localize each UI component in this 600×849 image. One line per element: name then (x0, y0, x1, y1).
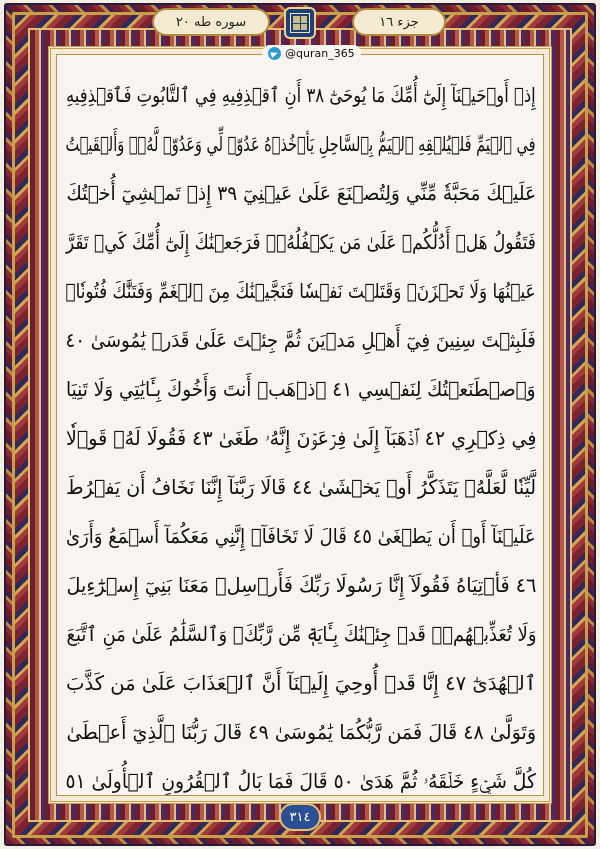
ayah-lines (66, 70, 536, 805)
telegram-icon (268, 47, 281, 60)
ayah-line: ٤٦ فَأۡتِيَاهُ فَقُولَآ إِنَّا رَسُولَا رَبِّكَ فَأَرۡسِلۡ مَعَنَا بَنِيٓ إِسۡرَٰٓءِيلَ (66, 572, 536, 597)
page-header (0, 0, 600, 60)
ayah-line: عَلَيۡكَ مَحَبَّةٗ مِّنِّي وَلِتُصۡنَعَ عَلَىٰ عَيۡنِيٓ ٣٩ إِذۡ تَمۡشِيٓ أُخۡتُكَ (66, 180, 536, 205)
ayah-line: فِي ذِكۡرِي ٤٢ ٱذۡهَبَآ إِلَىٰ فِرۡعَوۡنَ إِنَّهُۥ طَغَىٰ ٤٣ فَقُولَا لَهُۥ قَوۡلٗا (65, 425, 537, 450)
ayah-line: فَتَقُولُ هَلۡ أَدُلُّكُمۡ عَلَىٰ مَن يَكۡفُلُهُۥۖ فَرَجَعۡنَٰكَ إِلَىٰٓ أُمِّكَ كَيۡ تَقَرَّ (66, 229, 536, 254)
quran-app-logo-icon[interactable] (284, 7, 316, 39)
ayah-line: وَلَا تُعَذِّبۡهُمۡۖ قَدۡ جِئۡنَٰكَ بِـَٔايَةٖ مِّن رَّبِّكَۖ وَٱلسَّلَٰمُ عَلَىٰ مَنِ ٱتَّبَعَ (66, 621, 536, 646)
ayah-line: كُلَّ شَيۡءٍ خَلۡقَهُۥ ثُمَّ هَدَىٰ ٥٠ قَالَ فَمَا بَالُ ٱلۡقُرُونِ ٱلۡأُولَىٰ ٥١ (65, 768, 537, 793)
ayah-line: فِي ٱلۡيَمِّ فَلۡيُلۡقِهِ ٱلۡيَمُّ بِٱلسَّاحِلِ يَأۡخُذۡهُ عَدُوّٞ لِّي وَعَدُوّٞ لَّهُۥۚ وَأَلۡقَيۡتُ (65, 131, 536, 156)
surah-label: سوره طه ٢٠ (175, 14, 247, 30)
channel-handle[interactable] (262, 45, 361, 61)
ayah-line: وَتَوَلَّىٰ ٤٨ قَالَ فَمَن رَّبُّكُمَا يَٰمُوسَىٰ ٤٩ قَالَ رَبُّنَا ٱلَّذِيٓ أَعۡطَىٰ (66, 719, 536, 744)
page-number (279, 803, 321, 831)
ayah-line: عَيۡنُهَا وَلَا تَحۡزَنَۚ وَقَتَلۡتَ نَفۡسٗا فَنَجَّيۡنَٰكَ مِنَ ٱلۡغَمِّ وَفَتَنَّٰكَ فُتُونٗاۚ (65, 278, 537, 303)
juz-label: جزء ١٦ (379, 14, 419, 30)
ayah-line: ٱلۡهُدَىٰٓ ٤٧ إِنَّا قَدۡ أُوحِيَ إِلَيۡنَآ أَنَّ ٱلۡعَذَابَ عَلَىٰ مَن كَذَّبَ (65, 670, 537, 695)
ayah-line: إِذۡ أَوۡحَيۡنَآ إِلَىٰٓ أُمِّكَ مَا يُوحَىٰٓ ٣٨ أَنِ ٱقۡذِفِيهِ فِي ٱلتَّابُوتِ فَٱقۡذِفِيهِ (66, 82, 536, 107)
ayah-line: عَلَيۡنَآ أَوۡ أَن يَطۡغَىٰ ٤٥ قَالَ لَا تَخَافَآۖ إِنَّنِي مَعَكُمَآ أَسۡمَعُ وَأَرَىٰ (66, 523, 536, 548)
surah-cartouche (152, 8, 270, 36)
ayah-line: فَلَبِثۡتَ سِنِينَ فِيٓ أَهۡلِ مَدۡيَنَ ثُمَّ جِئۡتَ عَلَىٰ قَدَرٖ يَٰمُوسَىٰ ٤٠ (65, 327, 537, 352)
page-number-text: ٣١٤ (289, 809, 311, 825)
channel-handle-text: @quran_365 (285, 46, 355, 60)
juz-cartouche (352, 8, 446, 36)
ayah-line: لَّيِّنٗا لَّعَلَّهُۥ يَتَذَكَّرُ أَوۡ يَخۡشَىٰ ٤٤ قَالَا رَبَّنَآ إِنَّنَا نَخَافُ أَن يَفۡرُطَ (65, 474, 537, 499)
ayah-line: وَٱصۡطَنَعۡتُكَ لِنَفۡسِي ٤١ ٱذۡهَبۡ أَنتَ وَأَخُوكَ بِـَٔايَٰتِي وَلَا تَنِيَا (66, 376, 536, 401)
